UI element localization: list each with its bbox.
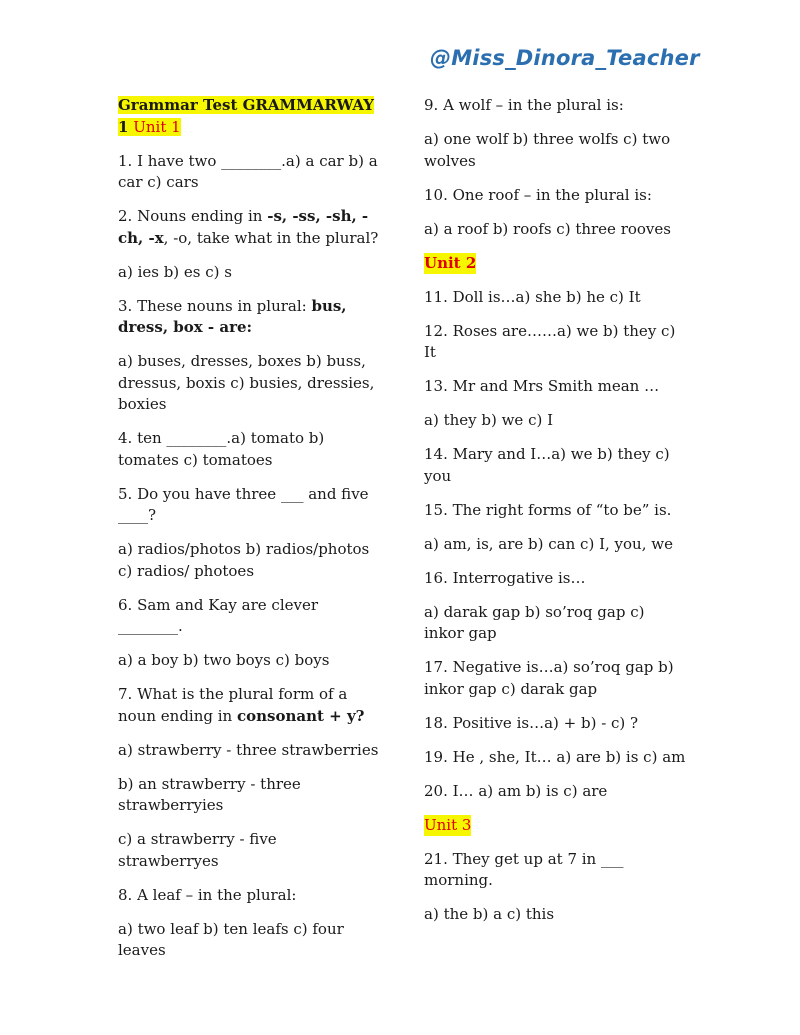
question-5: 5. Do you have three ___ and five ____?: [118, 484, 369, 524]
answer-3: a) buses, dresses, boxes b) buss, dressus, boxis c) busies, dressies, boxies: [118, 352, 375, 413]
answer-10: a) a roof b) roofs c) three rooves: [424, 219, 671, 238]
answer-7c: c) a strawberry - five strawberryes: [118, 830, 277, 870]
unit-3-heading: [424, 815, 686, 837]
unit-2-label: Unit 2: [424, 253, 476, 275]
answer-7a: a) strawberry - three strawberries: [118, 740, 379, 759]
question-11: 11. Doll is…a) she b) he c) It: [424, 287, 641, 306]
question-20: 20. I… a) am b) is c) are: [424, 781, 608, 800]
answer-9: a) one wolf b) three wolfs c) two wolves: [424, 130, 671, 170]
answer-13: a) they b) we c) I: [424, 411, 554, 429]
q7-rule: consonant + y?: [236, 706, 365, 725]
question-14: 14. Mary and I…a) we b) they c) you: [424, 445, 670, 485]
question-13: 13. Mr and Mrs Smith mean …: [424, 377, 660, 395]
answer-7b: b) an strawberry - three strawberryies: [118, 774, 301, 814]
left-column: [118, 95, 380, 974]
question-3: 3. These nouns in plural: bus, dress, box - are:: [118, 296, 347, 336]
unit-1-label: Unit 1: [133, 117, 181, 136]
unit-2-heading: [424, 253, 686, 275]
question-17: 17. Negative is…a) so’roq gap b) inkor gap c) darak gap: [424, 658, 674, 698]
right-column: [424, 95, 686, 938]
question-12: 12. Roses are……a) we b) they c) It: [424, 321, 676, 361]
answer-5: a) radios/photos b) radios/photos c) radios/ photoes: [118, 540, 370, 580]
question-9: 9. A wolf – in the plural is:: [424, 96, 624, 114]
answer-8: a) two leaf b) ten leafs c) four leaves: [118, 919, 344, 959]
question-18: 18. Positive is…a) + b) - c) ?: [424, 713, 639, 732]
question-8: 8. A leaf – in the plural:: [118, 885, 297, 904]
answer-15: a) am, is, are b) can c) I, you, we: [424, 534, 673, 553]
unit-3-label: Unit 3: [424, 815, 471, 837]
question-1: 1. I have two ________.a) a car b) a car c) cars: [118, 151, 378, 191]
question-2: 2. Nouns ending in -s, -ss, -sh, -ch, -x, -o, take what in the plural?: [118, 207, 379, 247]
answer-16: a) darak gap b) so’roq gap c) inkor gap: [424, 602, 645, 642]
answer-6: a) a boy b) two boys c) boys: [118, 651, 330, 669]
question-7: 7. What is the plural form of a noun ending in consonant + y?: [118, 685, 365, 725]
question-15: 15. The right forms of “to be” is.: [424, 500, 672, 519]
question-16: 16. Interrogative is…: [424, 568, 586, 587]
question-10: 10. One roof – in the plural is:: [424, 185, 652, 204]
question-6: 6. Sam and Kay are clever ________.: [118, 595, 319, 635]
question-21: 21. They get up at 7 in ___ morning.: [424, 849, 624, 889]
test-title: [118, 95, 380, 138]
test-title-main: Grammar Test GRAMMARWAY 1: [118, 96, 374, 136]
q3-words: bus, dress, box - are:: [118, 296, 347, 336]
q2-endings: -s, -ss, -sh, -ch, -x: [118, 207, 369, 247]
watermark-handle: @Miss_Dinora_Teacher: [430, 46, 700, 70]
answer-21: a) the b) a c) this: [424, 905, 555, 923]
answer-2: a) ies b) es c) s: [118, 262, 232, 281]
question-4: 4. ten ________.a) tomato b) tomates c) tomatoes: [118, 429, 325, 469]
question-19: 19. He , she, It… a) are b) is c) am: [424, 747, 686, 766]
